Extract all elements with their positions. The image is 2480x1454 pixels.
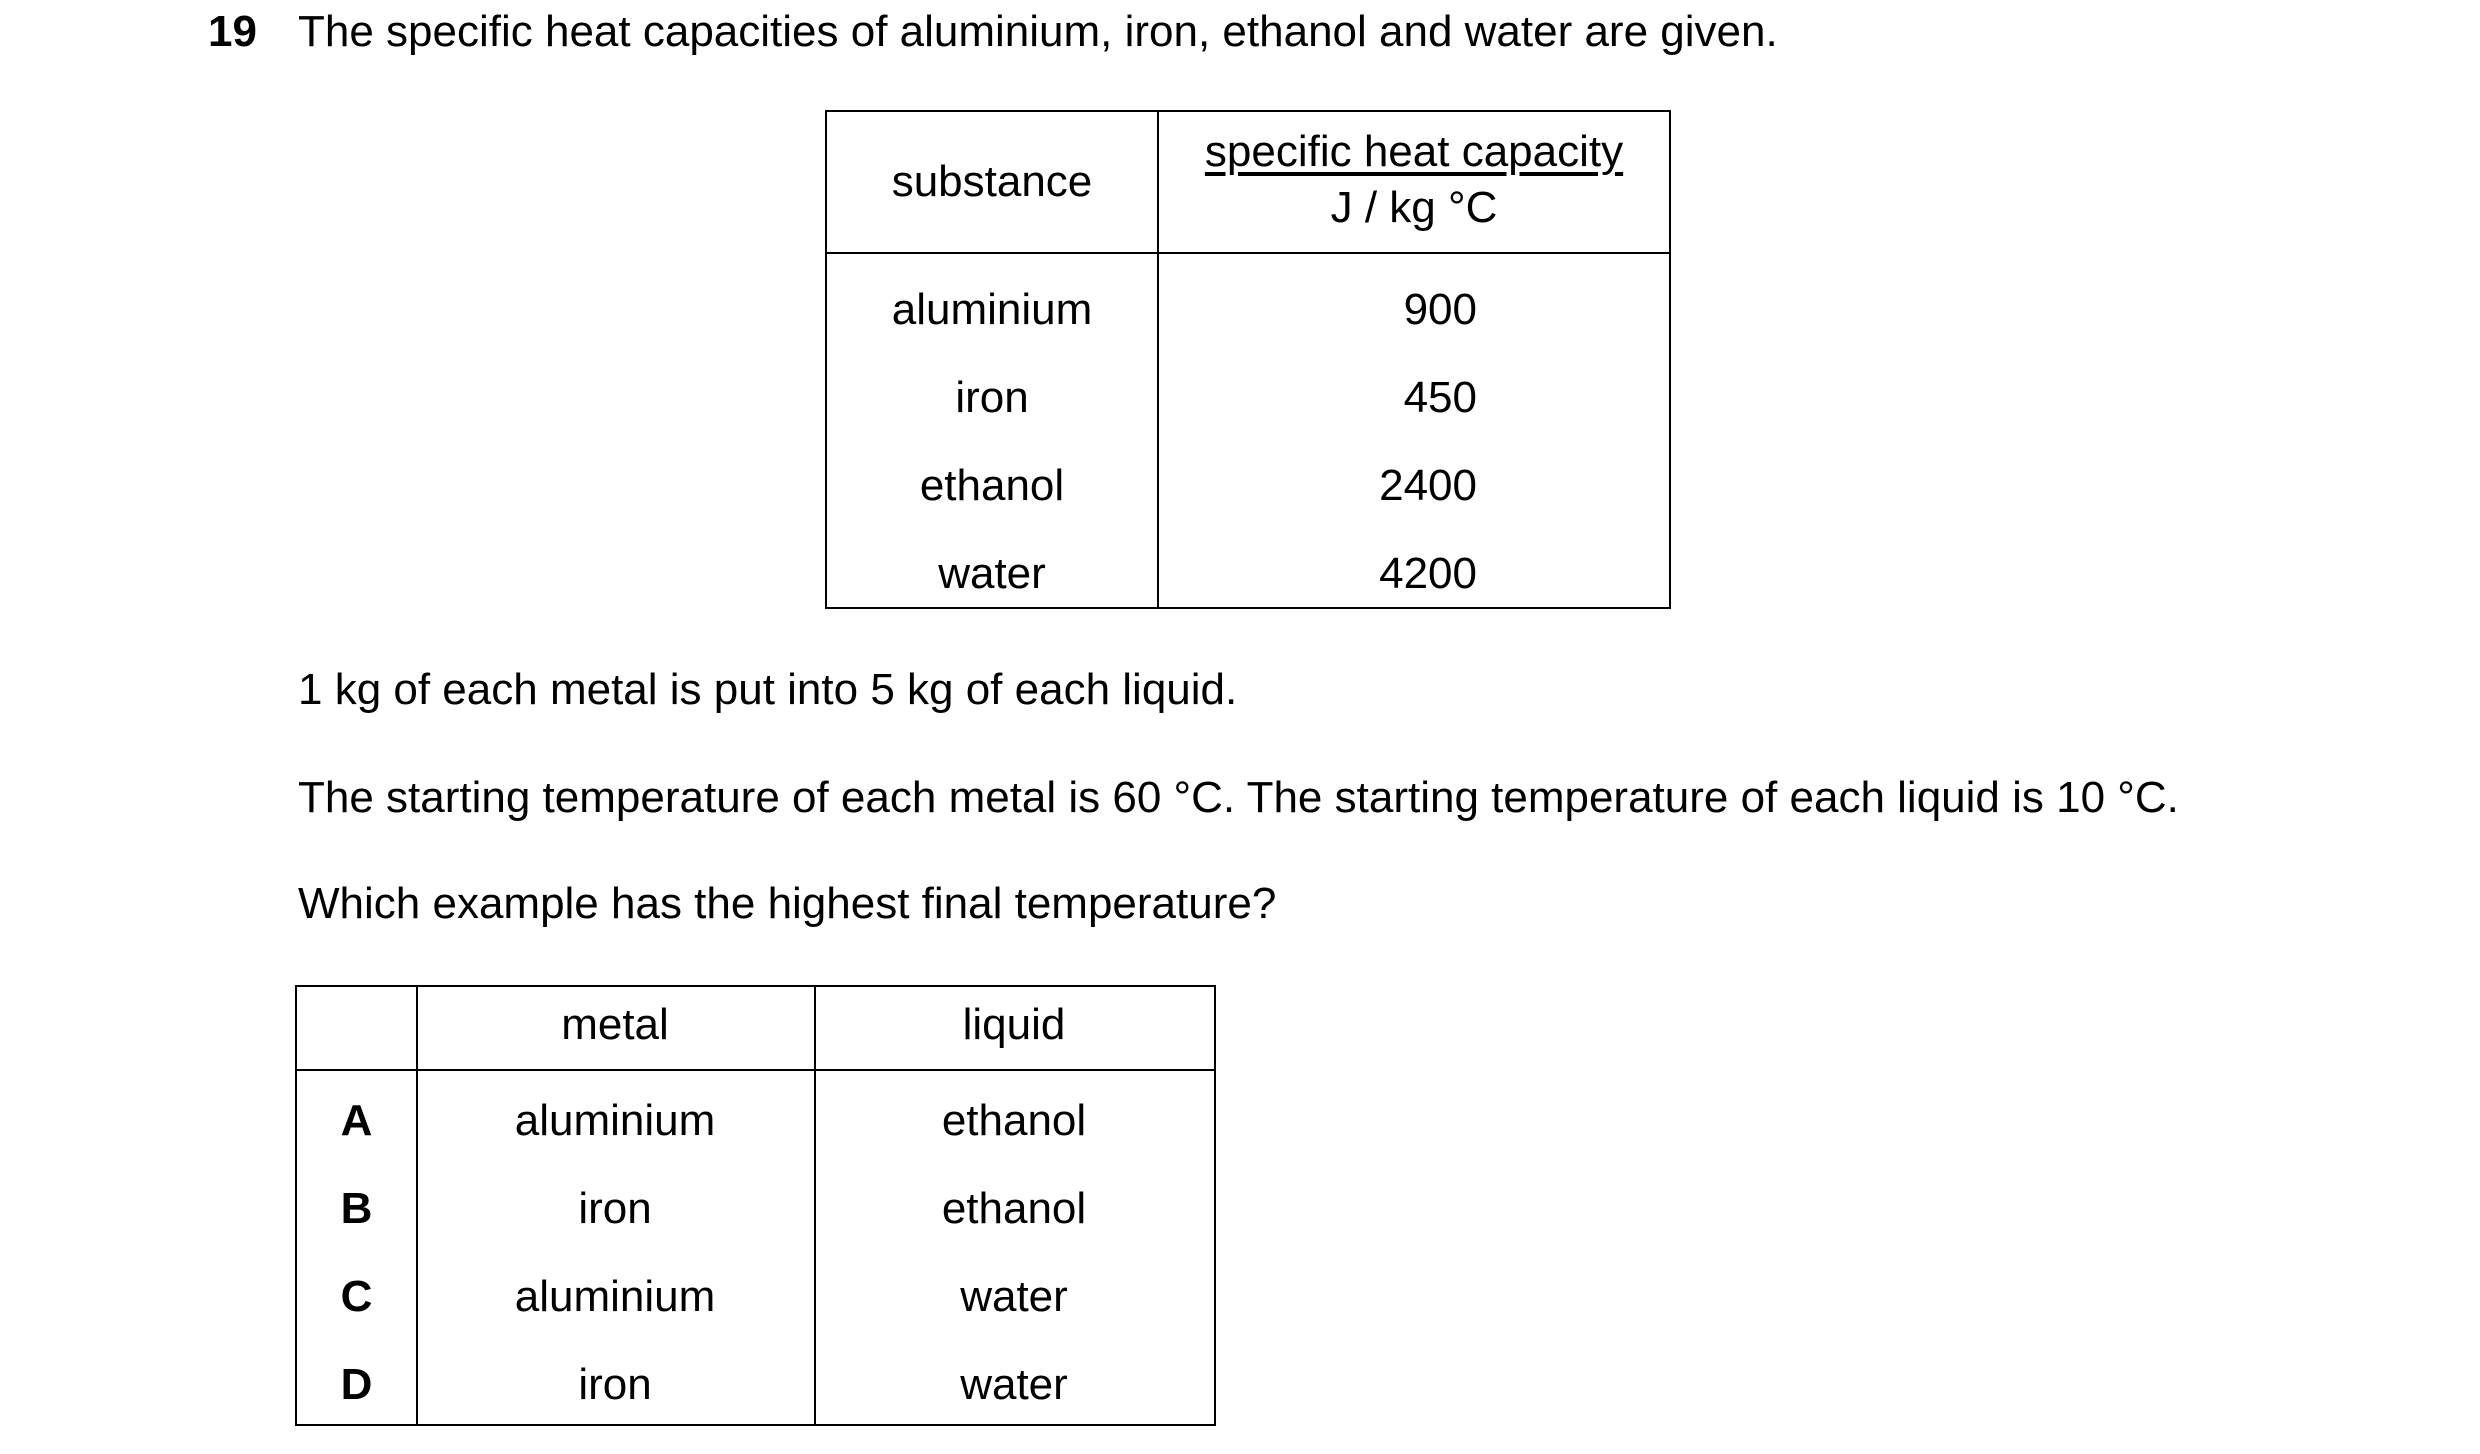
- option-letter[interactable]: A: [340, 1096, 373, 1145]
- table-row-substance: iron: [955, 373, 1029, 422]
- table-row-substance: aluminium: [891, 285, 1093, 334]
- value-text: 450: [1403, 373, 1477, 422]
- option-metal: iron: [578, 1184, 652, 1233]
- table-row-value: [1157, 284, 1671, 336]
- header-metal: metal: [561, 1000, 669, 1049]
- table-divider-horizontal: [827, 252, 1669, 254]
- question-number: 19: [208, 7, 257, 56]
- paragraph-masses: 1 kg of each metal is put into 5 kg of each liquid.: [298, 665, 1238, 714]
- option-metal: iron: [578, 1360, 652, 1409]
- table-divider-horizontal: [297, 1069, 1214, 1071]
- option-liquid: ethanol: [941, 1184, 1087, 1233]
- options-table: [295, 985, 1216, 1426]
- option-liquid: water: [960, 1272, 1068, 1321]
- option-metal: aluminium: [514, 1272, 716, 1321]
- header-shc-unit: J / kg °C: [1330, 183, 1498, 232]
- value-text: 2400: [1379, 461, 1477, 510]
- table-row-value: [1157, 372, 1671, 424]
- value-text: 4200: [1379, 549, 1477, 598]
- header-substance: substance: [891, 157, 1093, 206]
- option-letter[interactable]: C: [340, 1272, 373, 1321]
- option-metal: aluminium: [514, 1096, 716, 1145]
- specific-heat-table: [825, 110, 1671, 609]
- table-row-substance: water: [938, 549, 1046, 598]
- option-liquid: water: [960, 1360, 1068, 1409]
- header-specific-heat-capacity: [1157, 126, 1671, 234]
- table-row-value: [1157, 460, 1671, 512]
- table-row-value: [1157, 548, 1671, 600]
- value-text: 900: [1403, 285, 1477, 334]
- header-shc-title: specific heat capacity: [1204, 127, 1624, 176]
- option-liquid: ethanol: [941, 1096, 1087, 1145]
- header-liquid: liquid: [962, 1000, 1066, 1049]
- option-letter[interactable]: B: [340, 1184, 373, 1233]
- paragraph-question: Which example has the highest final temperature?: [298, 879, 1277, 928]
- question-intro: The specific heat capacities of aluminium, iron, ethanol and water are given.: [298, 7, 1778, 56]
- option-letter[interactable]: D: [340, 1360, 373, 1409]
- table-row-substance: ethanol: [919, 461, 1065, 510]
- paragraph-temperatures: The starting temperature of each metal is 60 °C. The starting temperature of each liquid is 10 °C.: [298, 773, 2179, 822]
